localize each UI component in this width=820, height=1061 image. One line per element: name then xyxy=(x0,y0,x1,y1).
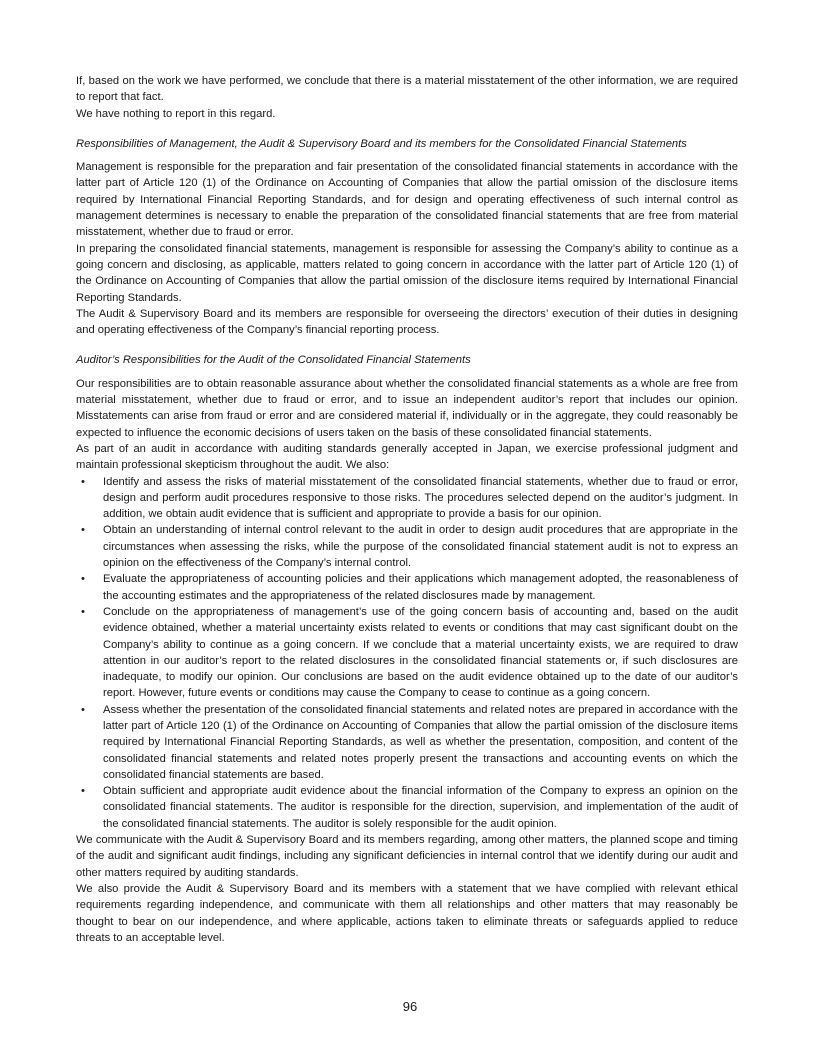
intro-paragraph-2: We have nothing to report in this regard. xyxy=(76,107,276,120)
page-content xyxy=(76,73,738,946)
bullet-text: Evaluate the appropriateness of accounting policies and their applications which management adopted, the reasonableness of the accounting estimates and the appropriateness of the related disclosures made by management. xyxy=(103,573,738,602)
bullet-text: Obtain sufficient and appropriate audit evidence about the financial information of the Company to express an opinion on the consolidated financial statements. The auditor is responsible for the direction, supervision, and implementation of the audit of the consolidated financial statements. The auditor is solely responsible for the audit opinion. xyxy=(103,785,738,830)
bullet-text: Assess whether the presentation of the consolidated financial statements and related notes are prepared in accordance with the latter part of Article 120 (1) of the Ordinance on Accounting of Companies that allow the partial omission of the disclosure items required by International Financial Reporting Standards, as well as whether the presentation, composition, and content of the consolidated financial statements and related notes properly present the transactions and accounting events on which the consolidated financial statements are based. xyxy=(103,703,738,781)
auditor-bullet-list xyxy=(76,474,738,833)
bullet-item xyxy=(76,474,738,523)
management-section-heading: Responsibilities of Management, the Audit & Supervisory Board and its members for the Consolidated Financial Statements xyxy=(76,137,687,150)
bullet-icon: • xyxy=(81,703,85,716)
bullet-icon: • xyxy=(81,475,85,488)
auditor-paragraph-3: We communicate with the Audit & Supervisory Board and its members regarding, among other matters, the planned scope and timing of the audit and significant audit findings, including any significant deficiencies in internal control that we identify during our audit and other matters required by auditing standards. xyxy=(76,834,738,879)
auditor-section-heading: Auditor’s Responsibilities for the Audit of the Consolidated Financial Statements xyxy=(76,354,471,367)
bullet-item xyxy=(76,604,738,702)
bullet-text: Obtain an understanding of internal control relevant to the audit in order to design audit procedures that are appropriate in the circumstances when assessing the risks, while the purpose of the consolidated financial statement audit is not to express an opinion on the effectiveness of the Company’s internal control. xyxy=(103,524,738,570)
management-paragraph-2: In preparing the consolidated financial statements, management is responsible for assessing the Company’s ability to continue as a going concern and disclosing, as applicable, matters related to going concern in accordance with the latter part of Article 120 (1) of the Ordinance on Accounting of Companies that allow the partial omission of the disclosure items required by International Financial Reporting Standards. xyxy=(76,242,738,304)
intro-paragraph-1: If, based on the work we have performed, we conclude that there is a material misstatement of the other information, we are required to report that fact. xyxy=(76,75,738,104)
bullet-text: Identify and assess the risks of material misstatement of the consolidated financial statements, whether due to fraud or error, design and perform audit procedures responsive to those risks. The procedures selected depend on the auditor’s judgment. In addition, we obtain audit evidence that is sufficient and appropriate to provide a basis for our opinion. xyxy=(103,475,738,521)
bullet-item xyxy=(76,522,738,571)
management-paragraph-3: The Audit & Supervisory Board and its members are responsible for overseeing the directors’ execution of their duties in designing and operating effectiveness of the Company’s financial reporting process. xyxy=(76,307,738,337)
auditor-paragraph-2: As part of an audit in accordance with auditing standards generally accepted in Japan, we exercise professional judgment and maintain professional skepticism throughout the audit. We also: xyxy=(76,442,738,472)
auditor-paragraph-1: Our responsibilities are to obtain reasonable assurance about whether the consolidated financial statements as a whole are free from material misstatement, whether due to fraud or error, and to issue an independent auditor’s report that includes our opinion. Misstatements can arise from fraud or error and are considered material if, individually or in the aggregate, they could reasonably be expected to influence the economic decisions of users taken on the basis of these consolidated financial statements. xyxy=(76,377,738,439)
page-number: 96 xyxy=(402,999,418,1014)
bullet-icon: • xyxy=(81,785,85,798)
bullet-item xyxy=(76,783,738,832)
bullet-item xyxy=(76,702,738,783)
bullet-icon: • xyxy=(81,524,85,537)
bullet-item xyxy=(76,571,738,604)
auditor-paragraph-4: We also provide the Audit & Supervisory Board and its members with a statement that we have complied with relevant ethical requirements regarding independence, and communicate with them all relationships and other matters that may reasonably be thought to bear on our independence, and where applicable, actions taken to eliminate threats or safeguards applied to reduce threats to an acceptable level. xyxy=(76,882,738,944)
bullet-icon: • xyxy=(81,573,85,586)
bullet-text: Conclude on the appropriateness of management’s use of the going concern basis of accounting and, based on the audit evidence obtained, whether a material uncertainty exists related to events or conditions that may cast significant doubt on the Company’s ability to continue as a going concern. If we conclude that a material uncertainty exists, we are required to draw attention in our auditor’s report to the related disclosures in the consolidated financial statements or, if such disclosures are inadequate, to modify our opinion. Our conclusions are based on the audit evidence obtained up to the date of our auditor’s report. However, future events or conditions may cause the Company to cease to continue as a going concern. xyxy=(103,605,738,700)
bullet-icon: • xyxy=(81,605,85,618)
management-paragraph-1: Management is responsible for the preparation and fair presentation of the consolidated financial statements in accordance with the latter part of Article 120 (1) of the Ordinance on Accounting of Companies that allow the partial omission of the disclosure items required by International Financial Reporting Standards, and for design and operating effectiveness of such internal control as management determines is necessary to enable the preparation of the consolidated financial statements that are free from material misstatement, whether due to fraud or error. xyxy=(76,161,738,239)
